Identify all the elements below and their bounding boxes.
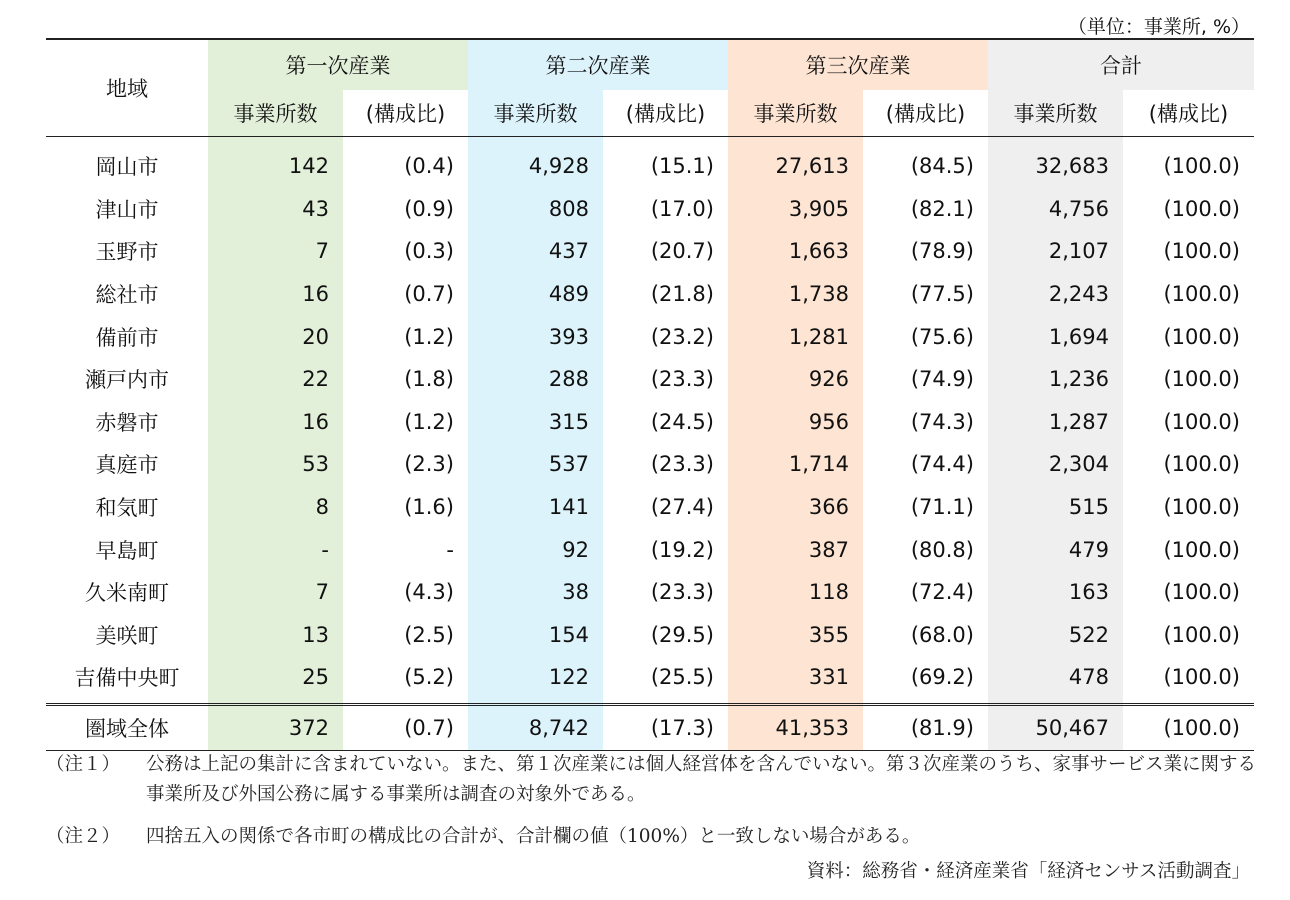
row-region: 吉備中央町 xyxy=(74,666,180,691)
cell-total-ratio: (100.0) xyxy=(1163,282,1240,307)
column-header-ratio: (構成比) xyxy=(603,90,728,137)
cell-tertiary-ratio: (77.5) xyxy=(910,282,974,307)
cell-tertiary-ratio: (74.4) xyxy=(910,452,974,477)
cell-tertiary-ratio: (78.9) xyxy=(910,239,974,264)
cell-total-count: 1,236 xyxy=(988,358,1123,401)
region-header: 地域 xyxy=(46,39,208,137)
cell-total-ratio: (100.0) xyxy=(1163,239,1240,264)
cell-primary-count: 7 xyxy=(208,571,343,614)
cell-secondary-count: 393 xyxy=(468,315,603,358)
row-region: 備前市 xyxy=(95,325,159,350)
table-row xyxy=(46,401,1254,444)
cell-primary-ratio: (2.5) xyxy=(404,622,454,647)
cell-total-ratio: (100.0) xyxy=(1163,495,1240,520)
cell-secondary-ratio: (23.3) xyxy=(650,580,714,605)
cell-tertiary-count: 387 xyxy=(728,528,863,571)
cell-primary-ratio: (0.4) xyxy=(404,154,454,179)
cell-total-count: 522 xyxy=(988,614,1123,657)
group-header-secondary: 第二次産業 xyxy=(468,39,728,90)
header-row-columns xyxy=(46,90,1254,137)
table-row xyxy=(46,137,1254,188)
unit-label: （単位：事業所, %） xyxy=(1067,16,1250,38)
cell-primary-count: 372 xyxy=(208,704,343,750)
note-text: 公務は上記の集計に含まれていない。また、第１次産業には個人経営体を含んでいない。第３次産業のうち、家事サービス業に関する事業所及び外国公務に属する事業所は調査の対象外である。 xyxy=(146,754,1257,805)
cell-tertiary-count: 27,613 xyxy=(728,137,863,188)
group-header-tertiary: 第三次産業 xyxy=(728,39,988,90)
column-header-ratio: (構成比) xyxy=(1123,90,1254,137)
cell-total-ratio: (100.0) xyxy=(1163,580,1240,605)
row-region: 津山市 xyxy=(95,197,159,222)
cell-total-count: 1,694 xyxy=(988,315,1123,358)
cell-primary-ratio: - xyxy=(446,537,454,562)
cell-secondary-count: 154 xyxy=(468,614,603,657)
row-region: 圏域全体 xyxy=(46,704,208,750)
cell-tertiary-count: 926 xyxy=(728,358,863,401)
cell-secondary-count: 141 xyxy=(468,486,603,529)
cell-secondary-ratio: (20.7) xyxy=(650,239,714,264)
note-tag: （注１） xyxy=(46,754,121,775)
cell-total-ratio: (100.0) xyxy=(1163,196,1240,221)
cell-primary-count: 16 xyxy=(208,273,343,316)
cell-tertiary-count: 1,281 xyxy=(728,315,863,358)
cell-secondary-count: 489 xyxy=(468,273,603,316)
column-header-count: 事業所数 xyxy=(728,90,863,137)
cell-primary-count: 8 xyxy=(208,486,343,529)
cell-total-ratio: (100.0) xyxy=(1163,665,1240,690)
cell-secondary-count: 437 xyxy=(468,230,603,273)
cell-total-count: 515 xyxy=(988,486,1123,529)
cell-primary-ratio: (5.2) xyxy=(404,665,454,690)
cell-primary-ratio: (0.3) xyxy=(404,239,454,264)
cell-total-ratio: (100.0) xyxy=(1163,622,1240,647)
cell-total-ratio: (100.0) xyxy=(1163,409,1240,434)
cell-secondary-ratio: (23.2) xyxy=(650,324,714,349)
cell-tertiary-count: 366 xyxy=(728,486,863,529)
header-row-groups xyxy=(46,39,1254,90)
cell-total-ratio: (100.0) xyxy=(1163,367,1240,392)
cell-secondary-ratio: (25.5) xyxy=(650,665,714,690)
table-row xyxy=(46,656,1254,704)
cell-total-count: 479 xyxy=(988,528,1123,571)
cell-total-count: 1,287 xyxy=(988,401,1123,444)
cell-tertiary-count: 1,663 xyxy=(728,230,863,273)
cell-secondary-ratio: (23.3) xyxy=(650,367,714,392)
cell-tertiary-ratio: (80.8) xyxy=(910,537,974,562)
cell-tertiary-count: 1,714 xyxy=(728,443,863,486)
cell-tertiary-ratio: (74.9) xyxy=(910,367,974,392)
cell-primary-ratio: (4.3) xyxy=(404,580,454,605)
cell-secondary-ratio: (23.3) xyxy=(650,452,714,477)
note-text: 四捨五入の関係で各市町の構成比の合計が、合計欄の値（100%）と一致しない場合がある。 xyxy=(146,826,921,847)
cell-primary-ratio: (0.9) xyxy=(404,196,454,221)
group-header-primary: 第一次産業 xyxy=(208,39,468,90)
table-row xyxy=(46,188,1254,231)
cell-primary-count: 22 xyxy=(208,358,343,401)
column-header-count: 事業所数 xyxy=(468,90,603,137)
cell-primary-ratio: (0.7) xyxy=(343,704,468,750)
cell-secondary-count: 537 xyxy=(468,443,603,486)
note-1 xyxy=(46,750,1256,810)
note-2 xyxy=(46,822,1256,852)
cell-total-ratio: (100.0) xyxy=(1163,154,1240,179)
establishment-table xyxy=(46,38,1254,751)
cell-total-count: 163 xyxy=(988,571,1123,614)
cell-primary-ratio: (2.3) xyxy=(404,452,454,477)
cell-tertiary-count: 331 xyxy=(728,656,863,704)
column-header-count: 事業所数 xyxy=(208,90,343,137)
cell-secondary-ratio: (27.4) xyxy=(650,495,714,520)
cell-tertiary-count: 956 xyxy=(728,401,863,444)
table-row xyxy=(46,528,1254,571)
cell-tertiary-ratio: (84.5) xyxy=(910,154,974,179)
table-body xyxy=(46,137,1254,705)
cell-primary-count: 13 xyxy=(208,614,343,657)
cell-primary-count: 142 xyxy=(208,137,343,188)
row-region: 岡山市 xyxy=(95,155,159,180)
cell-tertiary-count: 1,738 xyxy=(728,273,863,316)
cell-primary-ratio: (1.2) xyxy=(404,324,454,349)
cell-primary-count: 53 xyxy=(208,443,343,486)
cell-tertiary-ratio: (71.1) xyxy=(910,495,974,520)
cell-primary-count: - xyxy=(208,528,343,571)
row-region: 赤磐市 xyxy=(95,410,159,435)
row-region: 瀬戸内市 xyxy=(85,368,169,393)
cell-secondary-ratio: (29.5) xyxy=(650,622,714,647)
cell-total-count: 50,467 xyxy=(988,704,1123,750)
row-region: 久米南町 xyxy=(85,581,169,606)
cell-primary-count: 16 xyxy=(208,401,343,444)
row-region: 美咲町 xyxy=(95,623,159,648)
row-region: 早島町 xyxy=(95,538,159,563)
row-region: 総社市 xyxy=(95,283,159,308)
row-region: 真庭市 xyxy=(95,453,159,478)
column-header-ratio: (構成比) xyxy=(343,90,468,137)
cell-total-ratio: (100.0) xyxy=(1163,452,1240,477)
total-row xyxy=(46,704,1254,750)
cell-primary-ratio: (1.6) xyxy=(404,495,454,520)
cell-tertiary-ratio: (72.4) xyxy=(910,580,974,605)
note-tag: （注２） xyxy=(46,826,121,847)
table-row xyxy=(46,273,1254,316)
cell-total-ratio: (100.0) xyxy=(1163,537,1240,562)
cell-total-count: 2,243 xyxy=(988,273,1123,316)
cell-tertiary-count: 3,905 xyxy=(728,188,863,231)
cell-secondary-ratio: (21.8) xyxy=(650,282,714,307)
cell-secondary-count: 288 xyxy=(468,358,603,401)
cell-total-ratio: (100.0) xyxy=(1123,704,1254,750)
table-row xyxy=(46,571,1254,614)
cell-total-count: 2,304 xyxy=(988,443,1123,486)
table-row xyxy=(46,315,1254,358)
cell-total-ratio: (100.0) xyxy=(1163,324,1240,349)
cell-total-count: 478 xyxy=(988,656,1123,704)
row-region: 玉野市 xyxy=(95,240,159,265)
cell-tertiary-count: 355 xyxy=(728,614,863,657)
cell-primary-count: 25 xyxy=(208,656,343,704)
column-header-ratio: (構成比) xyxy=(863,90,988,137)
cell-secondary-ratio: (19.2) xyxy=(650,537,714,562)
row-region: 和気町 xyxy=(95,496,159,521)
cell-secondary-ratio: (17.3) xyxy=(603,704,728,750)
cell-tertiary-ratio: (81.9) xyxy=(863,704,988,750)
table-row xyxy=(46,614,1254,657)
source-label: 資料：総務省・経済産業省「経済センサス活動調査」 xyxy=(806,861,1250,882)
table-row xyxy=(46,443,1254,486)
cell-tertiary-ratio: (74.3) xyxy=(910,409,974,434)
cell-primary-count: 43 xyxy=(208,188,343,231)
cell-tertiary-ratio: (82.1) xyxy=(910,196,974,221)
cell-total-count: 32,683 xyxy=(988,137,1123,188)
cell-secondary-ratio: (24.5) xyxy=(650,409,714,434)
cell-tertiary-count: 41,353 xyxy=(728,704,863,750)
cell-primary-count: 20 xyxy=(208,315,343,358)
cell-secondary-count: 92 xyxy=(468,528,603,571)
group-header-total: 合計 xyxy=(988,39,1254,90)
cell-secondary-count: 808 xyxy=(468,188,603,231)
cell-primary-ratio: (1.2) xyxy=(404,409,454,434)
table-row xyxy=(46,230,1254,273)
cell-tertiary-ratio: (75.6) xyxy=(910,324,974,349)
cell-secondary-count: 315 xyxy=(468,401,603,444)
cell-secondary-count: 38 xyxy=(468,571,603,614)
cell-primary-ratio: (0.7) xyxy=(404,282,454,307)
cell-secondary-count: 122 xyxy=(468,656,603,704)
table-row xyxy=(46,358,1254,401)
cell-secondary-count: 4,928 xyxy=(468,137,603,188)
cell-primary-ratio: (1.8) xyxy=(404,367,454,392)
cell-tertiary-ratio: (69.2) xyxy=(910,665,974,690)
table-row xyxy=(46,486,1254,529)
column-header-count: 事業所数 xyxy=(988,90,1123,137)
cell-secondary-ratio: (15.1) xyxy=(650,154,714,179)
cell-tertiary-count: 118 xyxy=(728,571,863,614)
cell-primary-count: 7 xyxy=(208,230,343,273)
cell-secondary-ratio: (17.0) xyxy=(650,196,714,221)
cell-tertiary-ratio: (68.0) xyxy=(910,622,974,647)
cell-total-count: 4,756 xyxy=(988,188,1123,231)
notes xyxy=(46,750,1256,864)
cell-secondary-count: 8,742 xyxy=(468,704,603,750)
cell-total-count: 2,107 xyxy=(988,230,1123,273)
